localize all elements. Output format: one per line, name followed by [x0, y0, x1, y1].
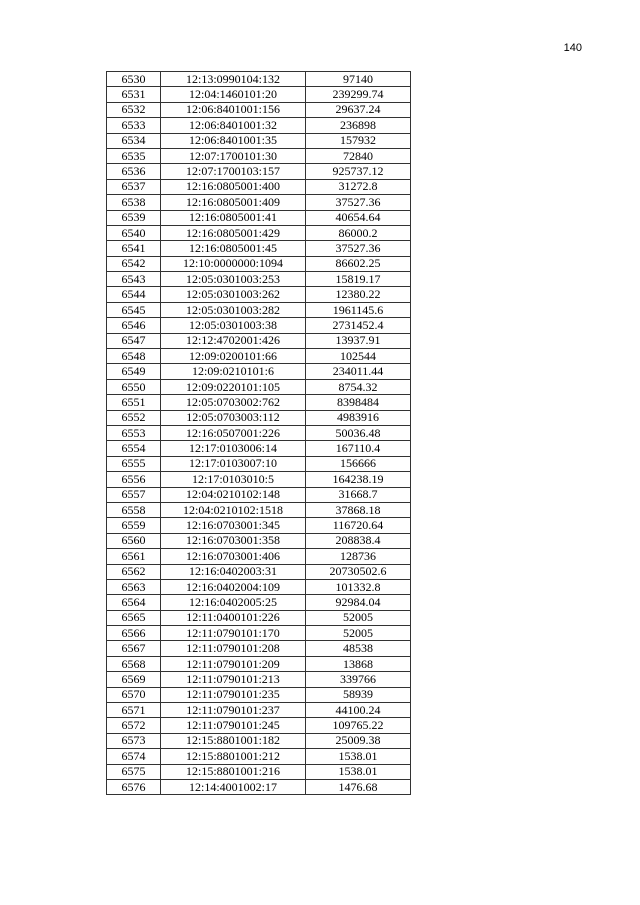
row-number-cell: 6534 — [107, 133, 161, 148]
cadastral-number-cell: 12:11:0790101:213 — [161, 672, 306, 687]
table-row — [107, 502, 411, 517]
row-number-cell: 6563 — [107, 579, 161, 594]
value-cell: 25009.38 — [306, 733, 411, 748]
table-row — [107, 148, 411, 163]
table-row — [107, 518, 411, 533]
table-row — [107, 241, 411, 256]
table-row — [107, 333, 411, 348]
table-row — [107, 749, 411, 764]
value-cell: 102544 — [306, 349, 411, 364]
row-number-cell: 6558 — [107, 502, 161, 517]
value-cell: 72840 — [306, 148, 411, 163]
value-cell: 1476.68 — [306, 779, 411, 794]
row-number-cell: 6545 — [107, 302, 161, 317]
cadastral-number-cell: 12:10:0000000:1094 — [161, 256, 306, 271]
row-number-cell: 6566 — [107, 626, 161, 641]
value-cell: 101332.8 — [306, 579, 411, 594]
row-number-cell: 6574 — [107, 749, 161, 764]
table-row — [107, 626, 411, 641]
table-row — [107, 164, 411, 179]
cadastral-number-cell: 12:04:0210102:1518 — [161, 502, 306, 517]
cadastral-number-cell: 12:05:0301003:38 — [161, 318, 306, 333]
row-number-cell: 6551 — [107, 395, 161, 410]
row-number-cell: 6539 — [107, 210, 161, 225]
value-cell: 48538 — [306, 641, 411, 656]
cadastral-number-cell: 12:06:8401001:32 — [161, 118, 306, 133]
value-cell: 925737.12 — [306, 164, 411, 179]
value-cell: 128736 — [306, 549, 411, 564]
row-number-cell: 6538 — [107, 195, 161, 210]
cadastral-number-cell: 12:06:8401001:35 — [161, 133, 306, 148]
value-cell: 86000.2 — [306, 225, 411, 240]
row-number-cell: 6565 — [107, 610, 161, 625]
cadastral-number-cell: 12:07:1700103:157 — [161, 164, 306, 179]
table-row — [107, 703, 411, 718]
table-row — [107, 656, 411, 671]
row-number-cell: 6568 — [107, 656, 161, 671]
cadastral-number-cell: 12:06:8401001:156 — [161, 102, 306, 117]
table-row — [107, 579, 411, 594]
value-cell: 8754.32 — [306, 379, 411, 394]
table-row — [107, 425, 411, 440]
cadastral-number-cell: 12:16:0402004:109 — [161, 579, 306, 594]
value-cell: 44100.24 — [306, 703, 411, 718]
cadastral-number-cell: 12:05:0301003:262 — [161, 287, 306, 302]
row-number-cell: 6536 — [107, 164, 161, 179]
cadastral-number-cell: 12:16:0805001:41 — [161, 210, 306, 225]
table-row — [107, 487, 411, 502]
cadastral-number-cell: 12:16:0703001:358 — [161, 533, 306, 548]
value-cell: 20730502.6 — [306, 564, 411, 579]
row-number-cell: 6540 — [107, 225, 161, 240]
cadastral-number-cell: 12:13:0990104:132 — [161, 72, 306, 87]
row-number-cell: 6553 — [107, 425, 161, 440]
table-row — [107, 225, 411, 240]
table-row — [107, 687, 411, 702]
cadastral-number-cell: 12:09:0210101:6 — [161, 364, 306, 379]
cadastral-number-cell: 12:16:0402003:31 — [161, 564, 306, 579]
value-cell: 31272.8 — [306, 179, 411, 194]
table-row — [107, 533, 411, 548]
cadastral-number-cell: 12:11:0790101:170 — [161, 626, 306, 641]
row-number-cell: 6576 — [107, 779, 161, 794]
cadastral-number-cell: 12:16:0805001:409 — [161, 195, 306, 210]
row-number-cell: 6562 — [107, 564, 161, 579]
value-cell: 52005 — [306, 626, 411, 641]
row-number-cell: 6541 — [107, 241, 161, 256]
table-row — [107, 472, 411, 487]
row-number-cell: 6537 — [107, 179, 161, 194]
value-cell: 1538.01 — [306, 749, 411, 764]
row-number-cell: 6533 — [107, 118, 161, 133]
row-number-cell: 6550 — [107, 379, 161, 394]
table-row — [107, 102, 411, 117]
value-cell: 236898 — [306, 118, 411, 133]
cadastral-number-cell: 12:16:0507001:226 — [161, 425, 306, 440]
value-cell: 8398484 — [306, 395, 411, 410]
cadastral-number-cell: 12:11:0790101:208 — [161, 641, 306, 656]
cadastral-number-cell: 12:05:0703002:762 — [161, 395, 306, 410]
row-number-cell: 6549 — [107, 364, 161, 379]
table-row — [107, 441, 411, 456]
value-cell: 4983916 — [306, 410, 411, 425]
table-row — [107, 87, 411, 102]
row-number-cell: 6554 — [107, 441, 161, 456]
table-row — [107, 456, 411, 471]
value-cell: 13937.91 — [306, 333, 411, 348]
cadastral-number-cell: 12:12:4702001:426 — [161, 333, 306, 348]
table-body — [107, 72, 411, 795]
value-cell: 208838.4 — [306, 533, 411, 548]
table-row — [107, 118, 411, 133]
table-row — [107, 179, 411, 194]
cadastral-number-cell: 12:17:0103010:5 — [161, 472, 306, 487]
row-number-cell: 6575 — [107, 764, 161, 779]
table-row — [107, 364, 411, 379]
value-cell: 339766 — [306, 672, 411, 687]
cadastral-number-cell: 12:11:0790101:209 — [161, 656, 306, 671]
table-row — [107, 379, 411, 394]
cadastral-number-cell: 12:09:0220101:105 — [161, 379, 306, 394]
table-row — [107, 210, 411, 225]
table-row — [107, 549, 411, 564]
value-cell: 234011.44 — [306, 364, 411, 379]
value-cell: 37527.36 — [306, 195, 411, 210]
cadastral-number-cell: 12:17:0103006:14 — [161, 441, 306, 456]
table-row — [107, 672, 411, 687]
cadastral-number-cell: 12:05:0301003:253 — [161, 272, 306, 287]
row-number-cell: 6542 — [107, 256, 161, 271]
table-row — [107, 302, 411, 317]
row-number-cell: 6531 — [107, 87, 161, 102]
value-cell: 12380.22 — [306, 287, 411, 302]
value-cell: 164238.19 — [306, 472, 411, 487]
table-row — [107, 564, 411, 579]
table-row — [107, 272, 411, 287]
table-row — [107, 133, 411, 148]
value-cell: 116720.64 — [306, 518, 411, 533]
value-cell: 50036.48 — [306, 425, 411, 440]
cadastral-number-cell: 12:16:0805001:400 — [161, 179, 306, 194]
row-number-cell: 6532 — [107, 102, 161, 117]
value-cell: 167110.4 — [306, 441, 411, 456]
value-cell: 58939 — [306, 687, 411, 702]
cadastral-number-cell: 12:15:8801001:182 — [161, 733, 306, 748]
value-cell: 157932 — [306, 133, 411, 148]
value-cell: 92984.04 — [306, 595, 411, 610]
cadastral-number-cell: 12:05:0301003:282 — [161, 302, 306, 317]
value-cell: 109765.22 — [306, 718, 411, 733]
table-row — [107, 610, 411, 625]
cadastral-number-cell: 12:09:0200101:66 — [161, 349, 306, 364]
table-row — [107, 195, 411, 210]
cadastral-number-cell: 12:14:4001002:17 — [161, 779, 306, 794]
value-cell: 13868 — [306, 656, 411, 671]
row-number-cell: 6556 — [107, 472, 161, 487]
cadastral-number-cell: 12:16:0805001:429 — [161, 225, 306, 240]
cadastral-number-cell: 12:16:0703001:406 — [161, 549, 306, 564]
table-row — [107, 318, 411, 333]
cadastral-number-cell: 12:05:0703003:112 — [161, 410, 306, 425]
cadastral-number-cell: 12:15:8801001:216 — [161, 764, 306, 779]
cadastral-number-cell: 12:11:0790101:237 — [161, 703, 306, 718]
row-number-cell: 6572 — [107, 718, 161, 733]
table-row — [107, 779, 411, 794]
value-cell: 31668.7 — [306, 487, 411, 502]
row-number-cell: 6557 — [107, 487, 161, 502]
table-row — [107, 641, 411, 656]
value-cell: 52005 — [306, 610, 411, 625]
row-number-cell: 6548 — [107, 349, 161, 364]
table-row — [107, 395, 411, 410]
table-row — [107, 764, 411, 779]
table-row — [107, 595, 411, 610]
table-row — [107, 256, 411, 271]
cadastral-number-cell: 12:15:8801001:212 — [161, 749, 306, 764]
value-cell: 239299.74 — [306, 87, 411, 102]
cadastral-number-cell: 12:04:0210102:148 — [161, 487, 306, 502]
value-cell: 97140 — [306, 72, 411, 87]
value-cell: 40654.64 — [306, 210, 411, 225]
row-number-cell: 6570 — [107, 687, 161, 702]
table-row — [107, 72, 411, 87]
row-number-cell: 6561 — [107, 549, 161, 564]
value-cell: 37868.18 — [306, 502, 411, 517]
row-number-cell: 6544 — [107, 287, 161, 302]
cadastral-number-cell: 12:07:1700101:30 — [161, 148, 306, 163]
value-cell: 1538.01 — [306, 764, 411, 779]
row-number-cell: 6569 — [107, 672, 161, 687]
value-cell: 86602.25 — [306, 256, 411, 271]
row-number-cell: 6573 — [107, 733, 161, 748]
table-row — [107, 733, 411, 748]
cadastral-number-cell: 12:16:0402005:25 — [161, 595, 306, 610]
data-table — [106, 71, 411, 795]
table-row — [107, 349, 411, 364]
row-number-cell: 6559 — [107, 518, 161, 533]
row-number-cell: 6552 — [107, 410, 161, 425]
value-cell: 2731452.4 — [306, 318, 411, 333]
table-row — [107, 287, 411, 302]
row-number-cell: 6564 — [107, 595, 161, 610]
value-cell: 15819.17 — [306, 272, 411, 287]
row-number-cell: 6547 — [107, 333, 161, 348]
row-number-cell: 6567 — [107, 641, 161, 656]
value-cell: 37527.36 — [306, 241, 411, 256]
table-row — [107, 718, 411, 733]
table-row — [107, 410, 411, 425]
cadastral-number-cell: 12:11:0790101:245 — [161, 718, 306, 733]
row-number-cell: 6546 — [107, 318, 161, 333]
row-number-cell: 6555 — [107, 456, 161, 471]
cadastral-number-cell: 12:16:0805001:45 — [161, 241, 306, 256]
row-number-cell: 6571 — [107, 703, 161, 718]
page-number: 140 — [563, 42, 582, 54]
row-number-cell: 6543 — [107, 272, 161, 287]
cadastral-number-cell: 12:11:0400101:226 — [161, 610, 306, 625]
value-cell: 29637.24 — [306, 102, 411, 117]
row-number-cell: 6535 — [107, 148, 161, 163]
cadastral-number-cell: 12:11:0790101:235 — [161, 687, 306, 702]
cadastral-number-cell: 12:17:0103007:10 — [161, 456, 306, 471]
value-cell: 1961145.6 — [306, 302, 411, 317]
row-number-cell: 6530 — [107, 72, 161, 87]
cadastral-number-cell: 12:16:0703001:345 — [161, 518, 306, 533]
row-number-cell: 6560 — [107, 533, 161, 548]
value-cell: 156666 — [306, 456, 411, 471]
cadastral-number-cell: 12:04:1460101:20 — [161, 87, 306, 102]
